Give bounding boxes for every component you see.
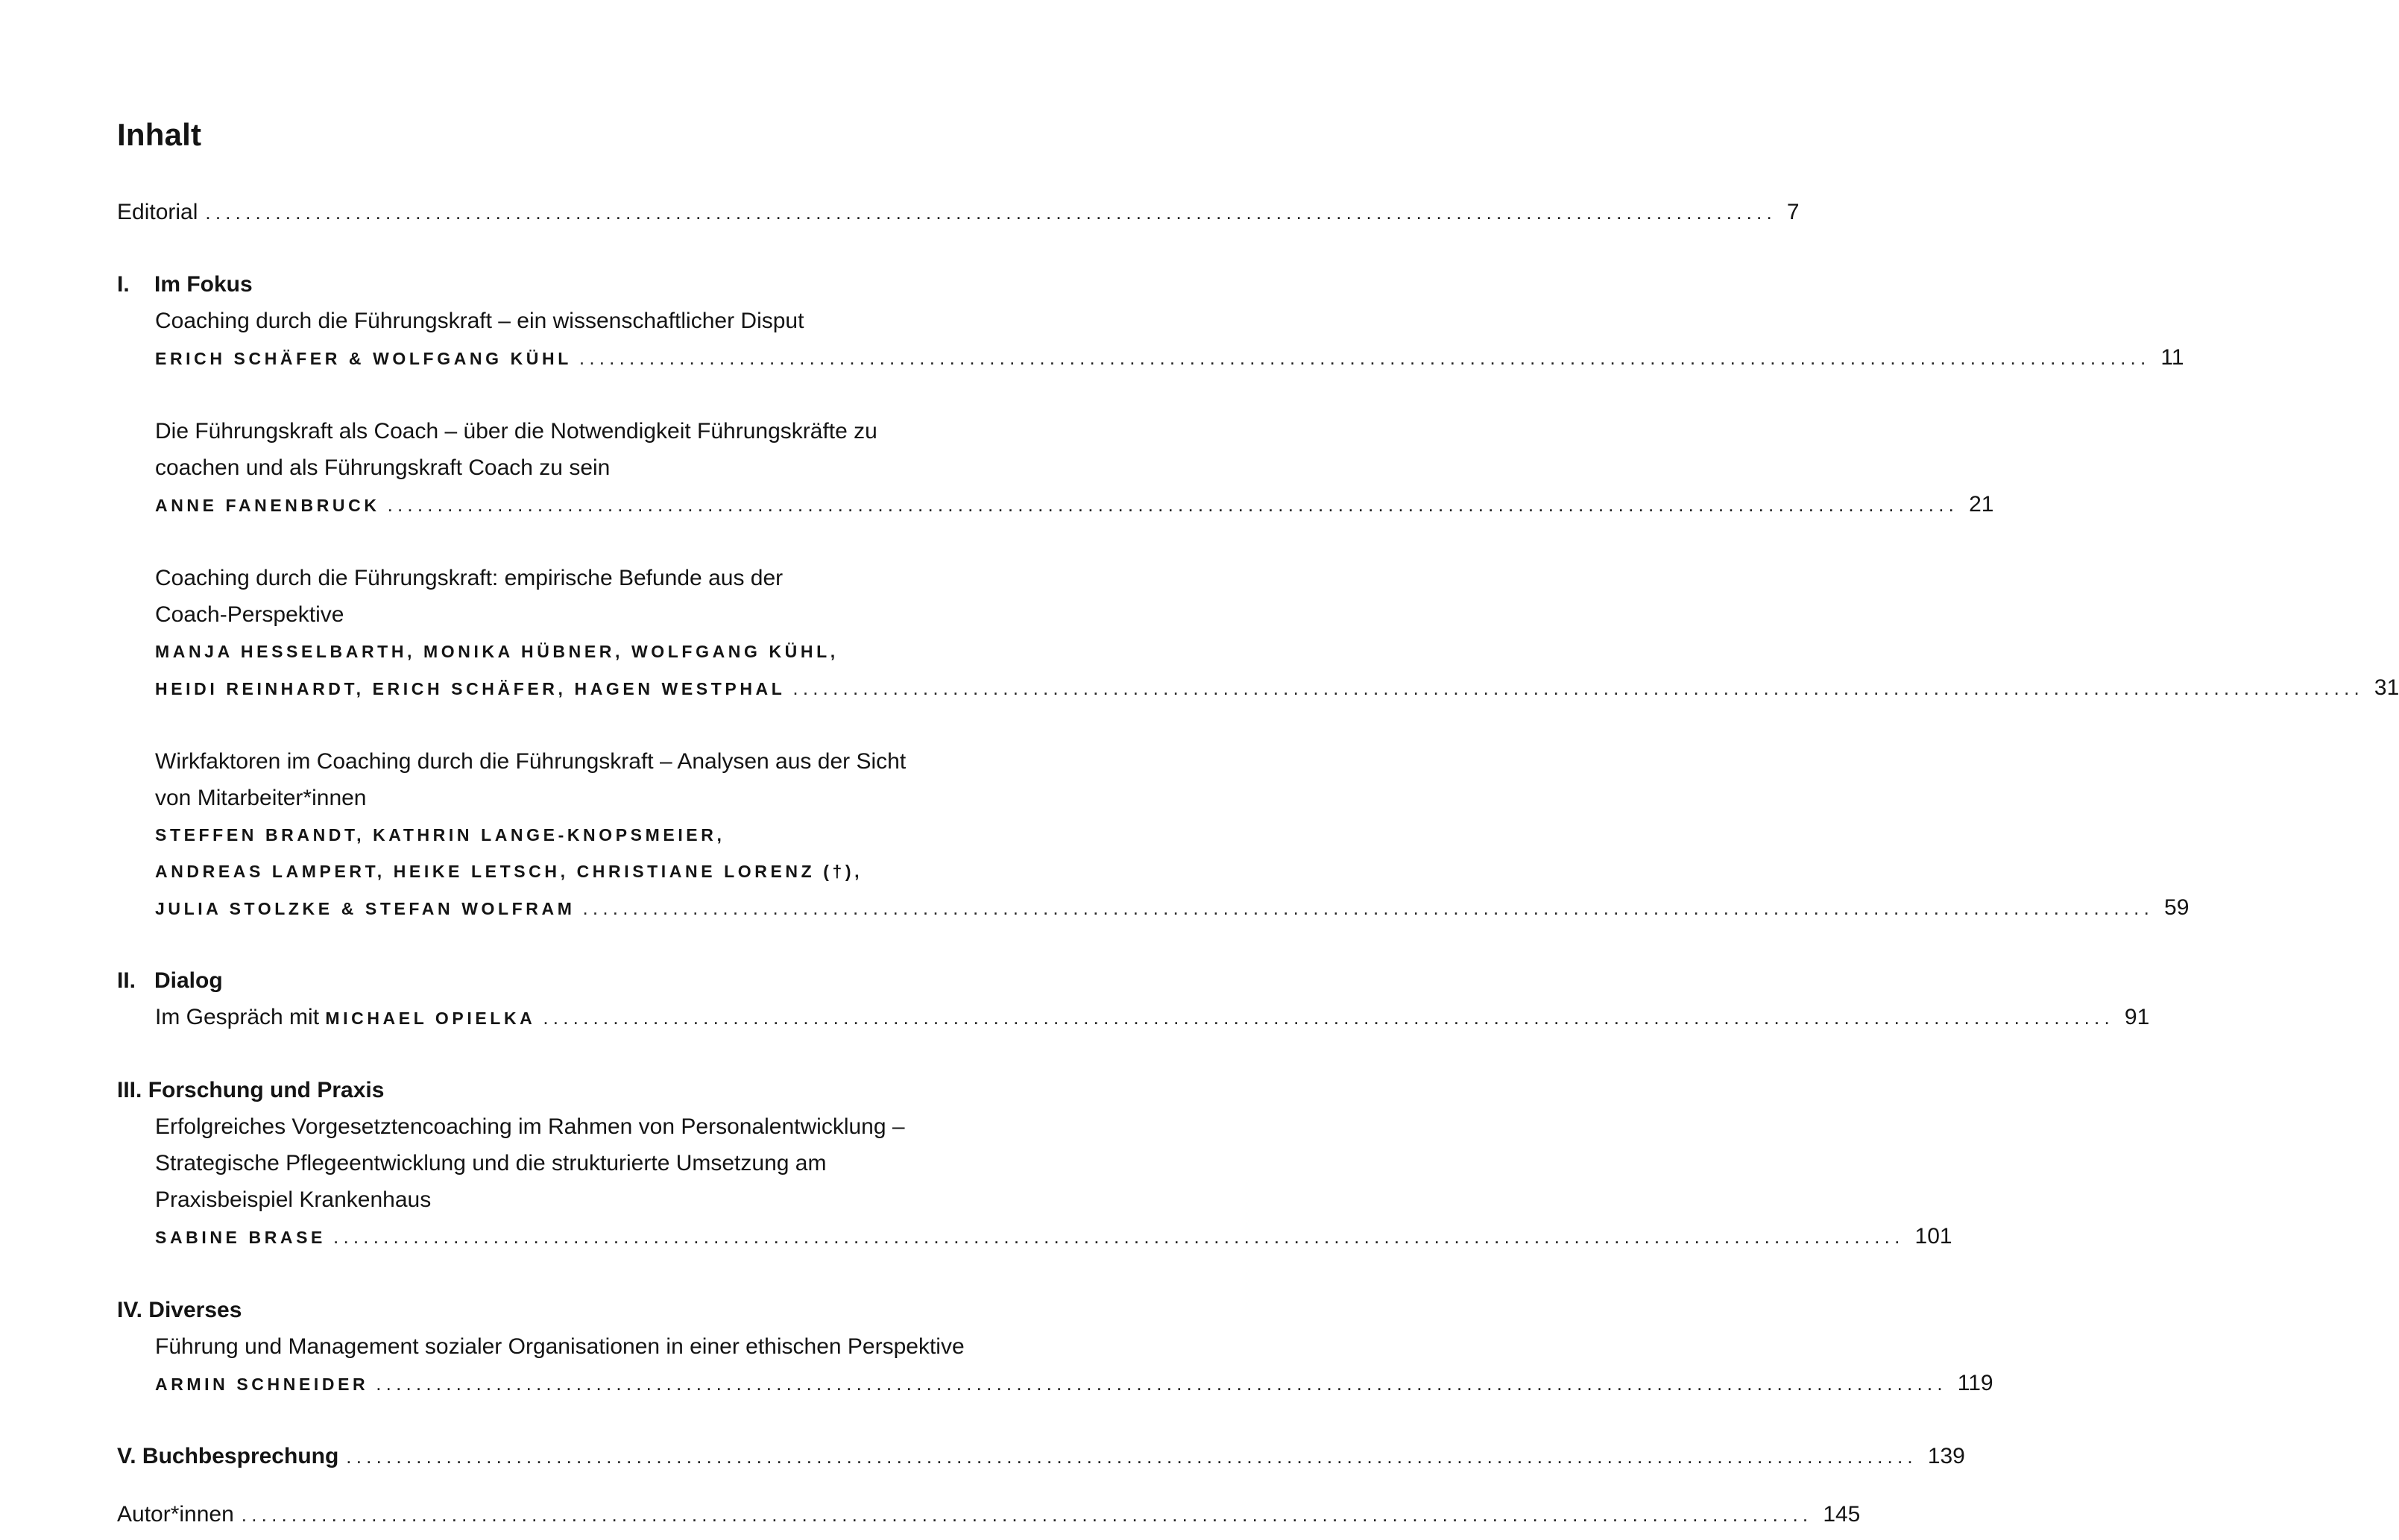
toc-entry-autorinnen[interactable]: [117, 1500, 1861, 1530]
dot-leader: .............................................................................................................................................................: [579, 347, 2151, 369]
section-title: Forschung und Praxis: [148, 1078, 385, 1102]
section-heading-4: [117, 1296, 242, 1325]
page-number: 7: [1786, 200, 1800, 224]
article-authors: HEIDI REINHARDT, ERICH SCHÄFER, HAGEN WESTPHAL: [155, 679, 786, 698]
page-number: 59: [2164, 895, 2190, 920]
toc-entry-authors[interactable]: [155, 673, 2399, 704]
section-number: II.: [117, 968, 136, 993]
article-title-cont[interactable]: Praxisbeispiel Krankenhaus: [155, 1187, 432, 1212]
page-number: 139: [1927, 1444, 1965, 1468]
section-number: III.: [117, 1078, 142, 1102]
toc-entry-authors[interactable]: [155, 490, 1994, 520]
dot-leader: .............................................................................................................................................................: [241, 1503, 1813, 1526]
page-number: 101: [1914, 1224, 1952, 1249]
article-title[interactable]: Coaching durch die Führungskraft: empirische Befunde aus der: [155, 566, 784, 590]
dot-leader: .............................................................................................................................................................: [582, 897, 2154, 919]
page-number: 145: [1823, 1502, 1861, 1527]
article-title-cont[interactable]: Coach-Perspektive: [155, 602, 344, 627]
section-title: Diverses: [148, 1298, 242, 1322]
toc-entry-interview[interactable]: [155, 1003, 2150, 1033]
dot-leader: .............................................................................................................................................................: [376, 1372, 1947, 1395]
section-number: I.: [117, 272, 130, 297]
article-authors: MANJA HESSELBARTH, MONIKA HÜBNER, WOLFGANG KÜHL,: [155, 642, 839, 661]
page-number: 119: [1957, 1371, 1993, 1395]
dot-leader: .............................................................................................................................................................: [387, 493, 1959, 516]
toc-entry-buchbesprechung[interactable]: [117, 1442, 1965, 1471]
toc-entry-authors[interactable]: [155, 343, 2184, 373]
toc-entry-authors[interactable]: [155, 1222, 1952, 1252]
entry-label: [155, 1003, 535, 1033]
page-number: 91: [2124, 1005, 2150, 1029]
article-authors: SABINE BRASE: [155, 1228, 327, 1247]
page-number: 21: [1969, 492, 1994, 517]
section-heading-1: [117, 270, 253, 300]
page-title: Inhalt: [117, 117, 202, 152]
dot-leader: .............................................................................................................................................................: [333, 1225, 1905, 1248]
article-authors: ANDREAS LAMPERT, HEIKE LETSCH, CHRISTIANE LORENZ (†),: [155, 862, 863, 881]
dot-leader: .............................................................................................................................................................: [346, 1445, 1917, 1468]
dot-leader: .............................................................................................................................................................: [543, 1006, 2114, 1029]
section-heading-3: [117, 1076, 384, 1105]
article-title[interactable]: Führung und Management sozialer Organisationen in einer ethischen Perspektive: [155, 1334, 965, 1359]
article-authors: ANNE FANENBRUCK: [155, 496, 380, 515]
article-authors: JULIA STOLZKE & STEFAN WOLFRAM: [155, 899, 576, 918]
entry-label: Autor*innen: [117, 1502, 234, 1527]
section-title: Im Fokus: [154, 272, 253, 297]
interview-prefix: Im Gespräch mit: [155, 1005, 326, 1029]
article-title-cont[interactable]: von Mitarbeiter*innen: [155, 786, 367, 810]
section-heading-2: [117, 966, 223, 996]
article-authors: ARMIN SCHNEIDER: [155, 1375, 369, 1394]
entry-label: Editorial: [117, 200, 198, 224]
section-number: IV.: [117, 1298, 142, 1322]
article-title-cont[interactable]: Strategische Pflegeentwicklung und die strukturierte Umsetzung am: [155, 1151, 827, 1175]
page-number: 11: [2160, 345, 2184, 370]
article-title[interactable]: Wirkfaktoren im Coaching durch die Führungskraft – Analysen aus der Sicht: [155, 749, 907, 774]
toc-entry-authors[interactable]: [155, 893, 2190, 924]
section-heading-5: V. Buchbesprechung: [117, 1444, 339, 1468]
article-authors: STEFFEN BRANDT, KATHRIN LANGE-KNOPSMEIER,: [155, 825, 725, 845]
article-title[interactable]: Coaching durch die Führungskraft – ein wissenschaftlicher Disput: [155, 309, 804, 333]
interviewee-name: MICHAEL OPIELKA: [325, 1009, 536, 1028]
dot-leader: .............................................................................................................................................................: [792, 677, 2364, 699]
page-number: 31: [2374, 675, 2399, 700]
article-title[interactable]: Die Führungskraft als Coach – über die Notwendigkeit Führungskräfte zu: [155, 419, 877, 444]
section-title: Dialog: [154, 968, 223, 993]
dot-leader: .............................................................................................................................................................: [205, 201, 1777, 224]
toc-entry-authors[interactable]: [155, 1369, 1993, 1399]
article-authors: ERICH SCHÄFER & WOLFGANG KÜHL: [155, 349, 572, 368]
toc-entry-editorial[interactable]: [117, 198, 1800, 227]
article-title-cont[interactable]: coachen und als Führungskraft Coach zu sein: [155, 455, 611, 480]
article-title[interactable]: Erfolgreiches Vorgesetztencoaching im Rahmen von Personalentwicklung –: [155, 1114, 905, 1139]
